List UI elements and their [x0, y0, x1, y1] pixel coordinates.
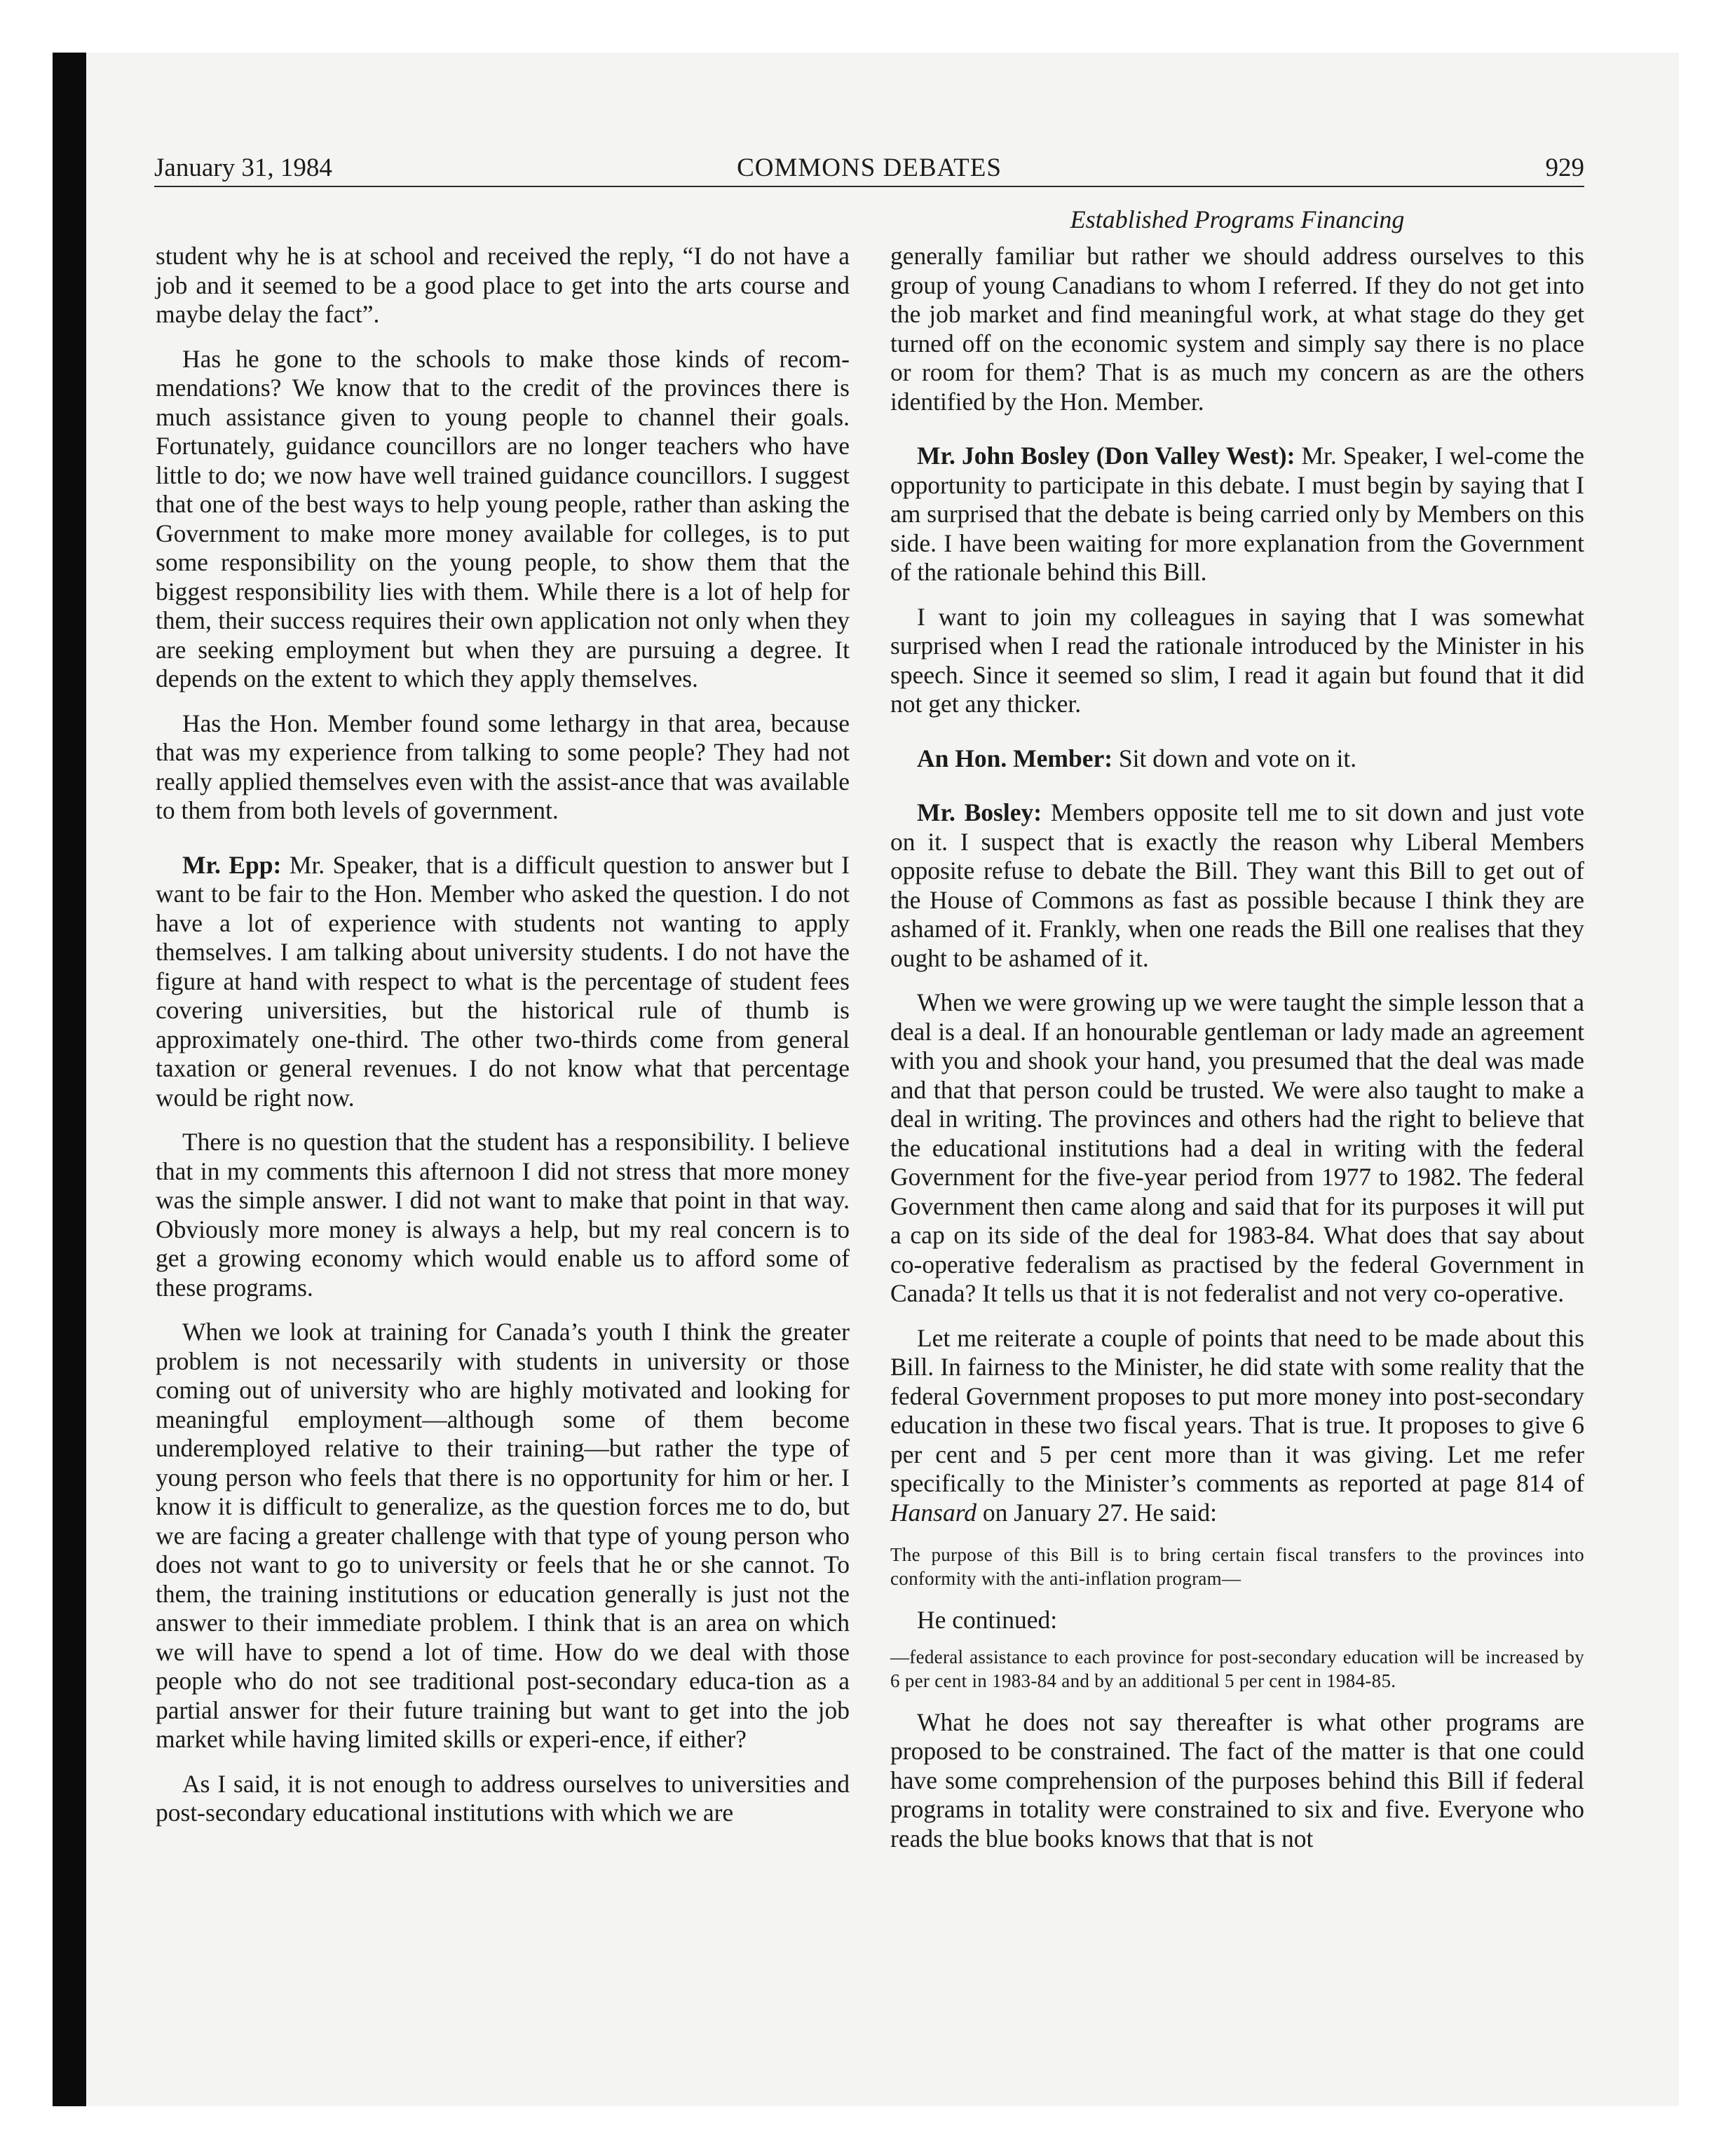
speech-text: Mr. Speaker, that is a difficult question to answer but I want to be fair to the Hon. Member who asked the question. I do not have a lot of experience with students not wanting to apply themselves. I am talking about university students. I do not have the figure at hand with respect to what is the percentage of student fees covering universities, but the historical rule of thumb is approximately one-third. The other two-thirds come from general taxation or general revenues. I do not know what that percentage would be right now. [156, 850, 850, 1112]
block-quote: The purpose of this Bill is to bring certain fiscal transfers to the provinces into conformity with the anti-inflation program— [890, 1544, 1584, 1589]
speaker-name: Mr. John Bosley (Don Valley West): [917, 442, 1295, 470]
block-quote: —federal assistance to each province for post-secondary education will be increased by 6 per cent in 1983-84 and by an additional 5 per cent in 1984-85. [890, 1646, 1584, 1691]
paragraph: student why he is at school and received the reply, “I do not have a job and it seemed to be a good place to get into the arts course and maybe delay the fact”. [156, 242, 850, 328]
paragraph-text: on January 27. He said: [976, 1498, 1218, 1527]
scan-edge-bar [53, 53, 86, 2106]
paragraph: He continued: [917, 1606, 1058, 1634]
paragraph: Has he gone to the schools to make those kinds of recom-mendations? We know that to the credit of the provinces there is much assistance given to young people to channel their goals. Fortunately, guidance councillors are no longer teachers who have little to do; we now have well trained guidance councillors. I suggest that one of the best ways to help young people, rather than asking the Government to make more money available for colleges, is to put some responsibility on the young people, to show them that the biggest responsibility lies with them. While there is a lot of help for them, their success requires their own application not only when they are seeking employment but when they are pursuing a degree. It depends on the extent to which they apply themselves. [156, 344, 850, 692]
speech-text: Members opposite tell me to sit down and just vote on it. I suspect that is exactly the reason why Liberal Members opposite refuse to debate the Bill. They want this Bill to get out of the House of Commons as fast as possible because I think they are ashamed of it. Frankly, when one reads the Bill one realises that they ought to be ashamed of it. [890, 798, 1584, 972]
running-title: Established Programs Financing [1070, 205, 1405, 233]
paragraph: What he does not say thereafter is what other programs are proposed to be constrained. The fact of the matter is that one could have some comprehension of the purposes behind this Bill if federal programs in totality were constrained to six and five. Everyone who reads the blue books knows that that is not [890, 1707, 1584, 1853]
speech-text: Sit down and vote on it. [1113, 744, 1357, 772]
paragraph: As I said, it is not enough to address ourselves to universities and post-secondary educational institutions with which we are [156, 1769, 850, 1827]
right-column [890, 242, 1584, 1869]
paragraph: When we were growing up we were taught the simple lesson that a deal is a deal. If an honourable gentleman or lady made an agreement with you and shook your hand, you presumed that the deal was made and that that person could be trusted. We were also taught to make a deal in writing. The provinces and others had the right to believe that the educational institutions had a deal in writing with the federal Government for the five-year period from 1977 to 1982. The federal Government then came along and said that for its purposes it will put a cap on its side of the deal for 1983-84. What does that say about co-operative federalism as practised by the federal Government in Canada? It tells us that it is not federalist and not very co-operative. [890, 988, 1584, 1307]
left-column [156, 242, 850, 1843]
page-header [154, 151, 1584, 186]
hansard-title: Hansard [890, 1498, 977, 1527]
speaker-name: Mr. Epp: [182, 850, 282, 879]
speech-paragraph [890, 442, 1584, 587]
speech-paragraph [890, 798, 1584, 973]
paragraph [890, 1324, 1584, 1528]
speech-paragraph [156, 851, 850, 1113]
paragraph: There is no question that the student has a responsibility. I believe that in my comments this afternoon I did not stress that more money was the simple answer. I did not want to make that point in that way. Obviously more money is always a help, but my real concern is to get a growing economy which would enable us to afford some of these programs. [156, 1128, 850, 1302]
speech-text: Mr. Speaker, I wel-come the opportunity to participate in this debate. I must begin by saying that I am surprised that the debate is being carried only by Members on this side. I have been waiting for more explanation from the Government of the rationale behind this Bill. [890, 442, 1584, 586]
speech-paragraph [890, 744, 1584, 774]
paragraph: When we look at training for Canada’s youth I think the greater problem is not necessarily with students in university or those coming out of university who are highly motivated and looking for meaningful employment—although some of them become underemployed relative to their training—but rather the type of young person who feels that there is no opportunity for him or her. I know it is difficult to generalize, as the question forces me to do, but we are facing a greater challenge with that type of young person who does not want to go to university or feels that he or she cannot. To them, the training institutions or education generally is just not the answer to their immediate problem. I think that is an area on which we will have to spend a lot of time. How do we deal with those people who do not see traditional post-secondary educa-tion as a partial answer for their future training but want to get into the job market while having limited skills or experi-ence, if either? [156, 1318, 850, 1753]
paragraph: generally familiar but rather we should address ourselves to this group of young Canadians to whom I referred. If they do not get into the job market and find meaningful work, at what stage do they get turned off on the economic system and simply say there is no place or room for them? That is as much my concern as are the others identified by the Hon. Member. [890, 242, 1584, 416]
paragraph-text: Let me reiterate a couple of points that need to be made about this Bill. In fairness to the Minister, he did state with some reality that the federal Government proposes to put more money into post-secondary education in these two fiscal years. That is true. It proposes to give 6 per cent and 5 per cent more than it was giving. Let me refer specifically to the Minister’s comments as reported at page 814 of [890, 1323, 1584, 1497]
header-date: January 31, 1984 [154, 153, 332, 182]
paragraph: I want to join my colleagues in saying that I was somewhat surprised when I read the rationale introduced by the Minister in his speech. Since it seemed so slim, I read it again but found that it did not get any thicker. [890, 602, 1584, 718]
speaker-name: An Hon. Member: [917, 744, 1113, 772]
page-number: 929 [1545, 153, 1584, 182]
speaker-name: Mr. Bosley: [917, 798, 1042, 826]
header-title: COMMONS DEBATES [737, 153, 1002, 182]
header-rule [154, 186, 1584, 187]
paragraph: Has the Hon. Member found some lethargy in that area, because that was my experience from talking to some people? They had not really applied themselves even with the assist-ance that was available to them from both levels of government. [156, 709, 850, 824]
